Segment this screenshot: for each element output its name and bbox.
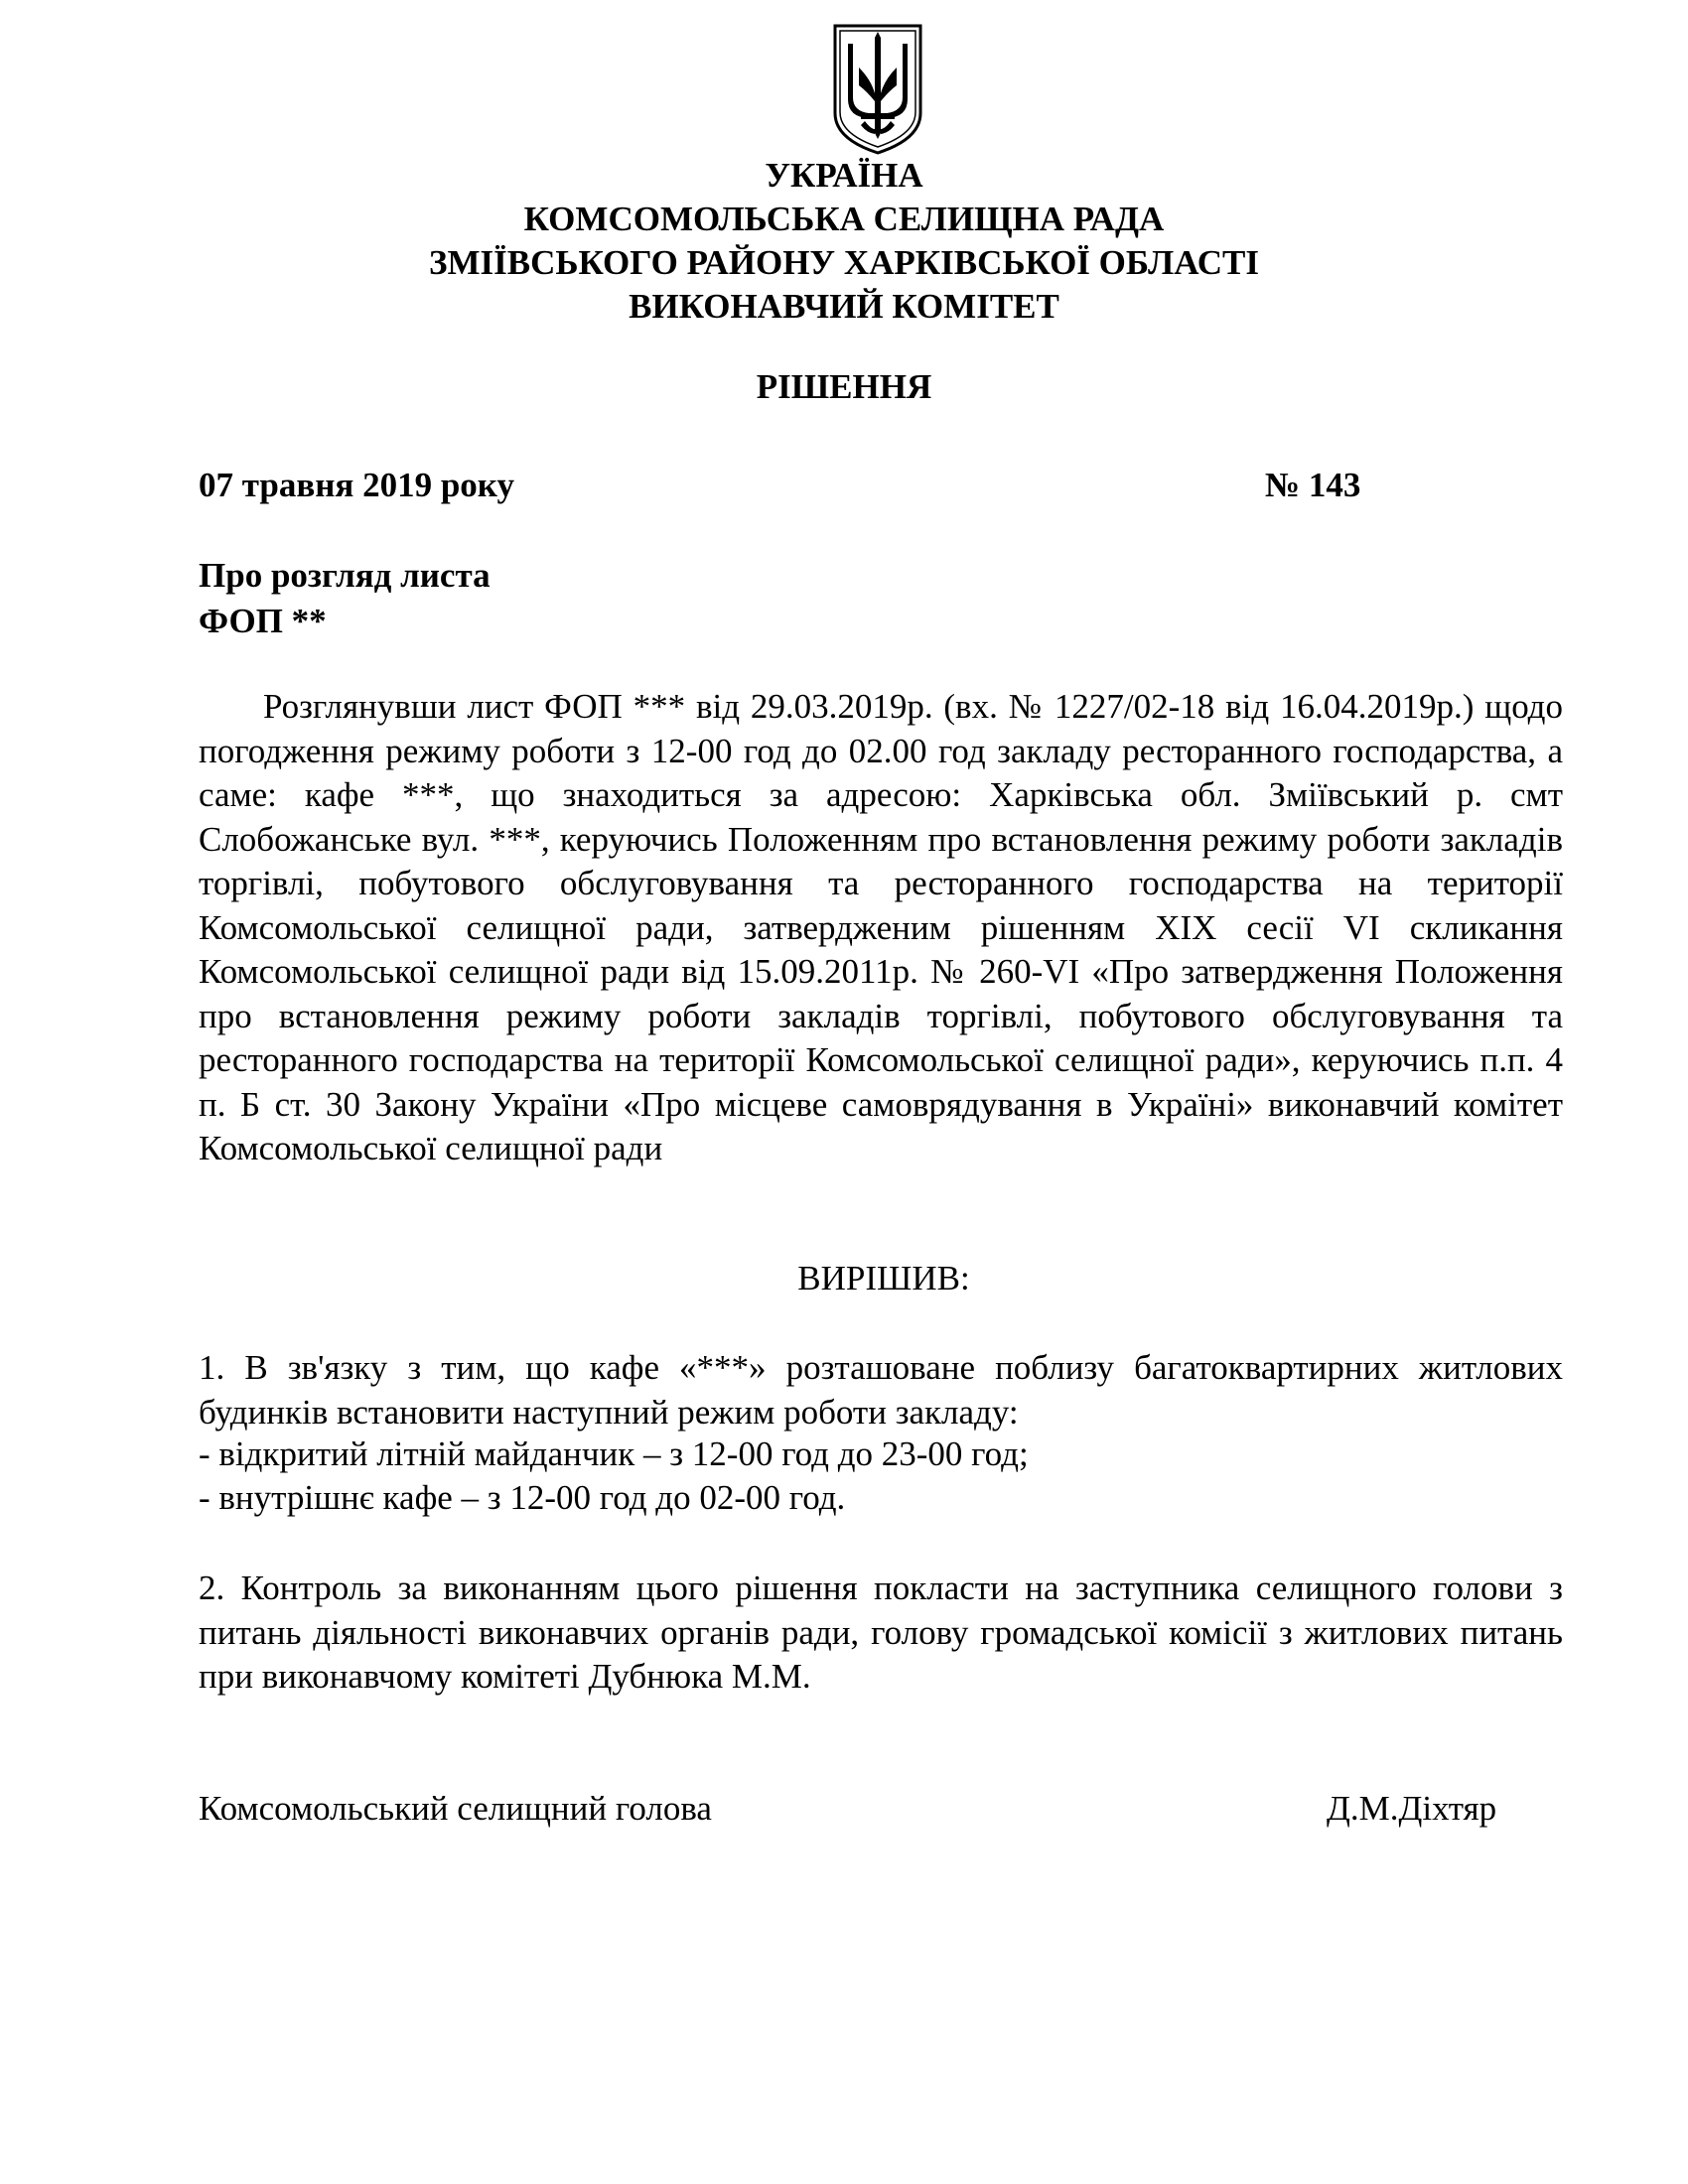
document-subject (199, 553, 491, 644)
decision-item-2: 2. Контроль за виконанням цього рішення покласти на заступника селищного голови з питань діяльності виконавчих органів ради, голову громадської комісії з житлових питань при виконавчому комітеті Дубнюка М.М. (199, 1569, 1563, 1696)
document-date: 07 травня 2019 року (199, 466, 514, 504)
resolved-heading: ВИРІШИВ: (797, 1259, 970, 1297)
subject-line: ФОП ** (199, 602, 327, 640)
signer-name: Д.М.Діхтяр (1327, 1789, 1497, 1828)
subject-line: Про розгляд листа (199, 556, 491, 595)
document-number: № 143 (1265, 466, 1361, 504)
decision-item-1: 1. В зв'язку з тим, що кафе «***» розташоване поблизу багатоквартирних житлових будинків встановити наступний режим роботи закладу: (199, 1348, 1563, 1432)
schedule-line-indoor-cafe: - внутрішнє кафе – з 12-00 год до 02-00 год. (199, 1478, 846, 1517)
document-header (0, 154, 1688, 329)
trident-coat-of-arms-icon (831, 22, 924, 157)
schedule-line-summer-terrace: - відкритий літній майданчик – з 12-00 год до 23-00 год; (199, 1434, 1029, 1473)
header-line-committee: ВИКОНАВЧИЙ КОМІТЕТ (629, 287, 1059, 326)
header-line-council: КОМСОМОЛЬСЬКА СЕЛИЩНА РАДА (523, 200, 1165, 238)
header-line-country: УКРАЇНА (765, 156, 923, 195)
preamble-paragraph: Розглянувши лист ФОП *** від 29.03.2019р. (вх. № 1227/02-18 від 16.04.2019р.) щодо погодження режиму роботи з 12-00 год до 02.00 год закладу ресторанного господарства, а саме: кафе ***, що знаходиться за адресою: Харківська обл. Зміївський р. смт Слобожанське вул. ***, керуючись Положенням про встановлення режиму роботи закладів торгівлі, побутового обслуговування та ресторанного господарства на території Комсомольської селищної ради, затвердженим рішенням XIX сесії VI скликання Комсомольської селищної ради від 15.09.2011р. № 260-VI «Про затвердження Положення про встановлення режиму роботи закладів торгівлі, побутового обслуговування та ресторанного господарства на території Комсомольської селищної ради», керуючись п.п. 4 п. Б ст. 30 Закону України «Про місцеве самоврядування в Україні» виконавчий комітет Комсомольської селищної ради (199, 687, 1563, 1167)
header-line-district: ЗМІЇВСЬКОГО РАЙОНУ ХАРКІВСЬКОЇ ОБЛАСТІ (428, 243, 1260, 282)
document-type-title: РІШЕННЯ (756, 367, 932, 406)
signer-role: Комсомольський селищний голова (199, 1789, 712, 1828)
